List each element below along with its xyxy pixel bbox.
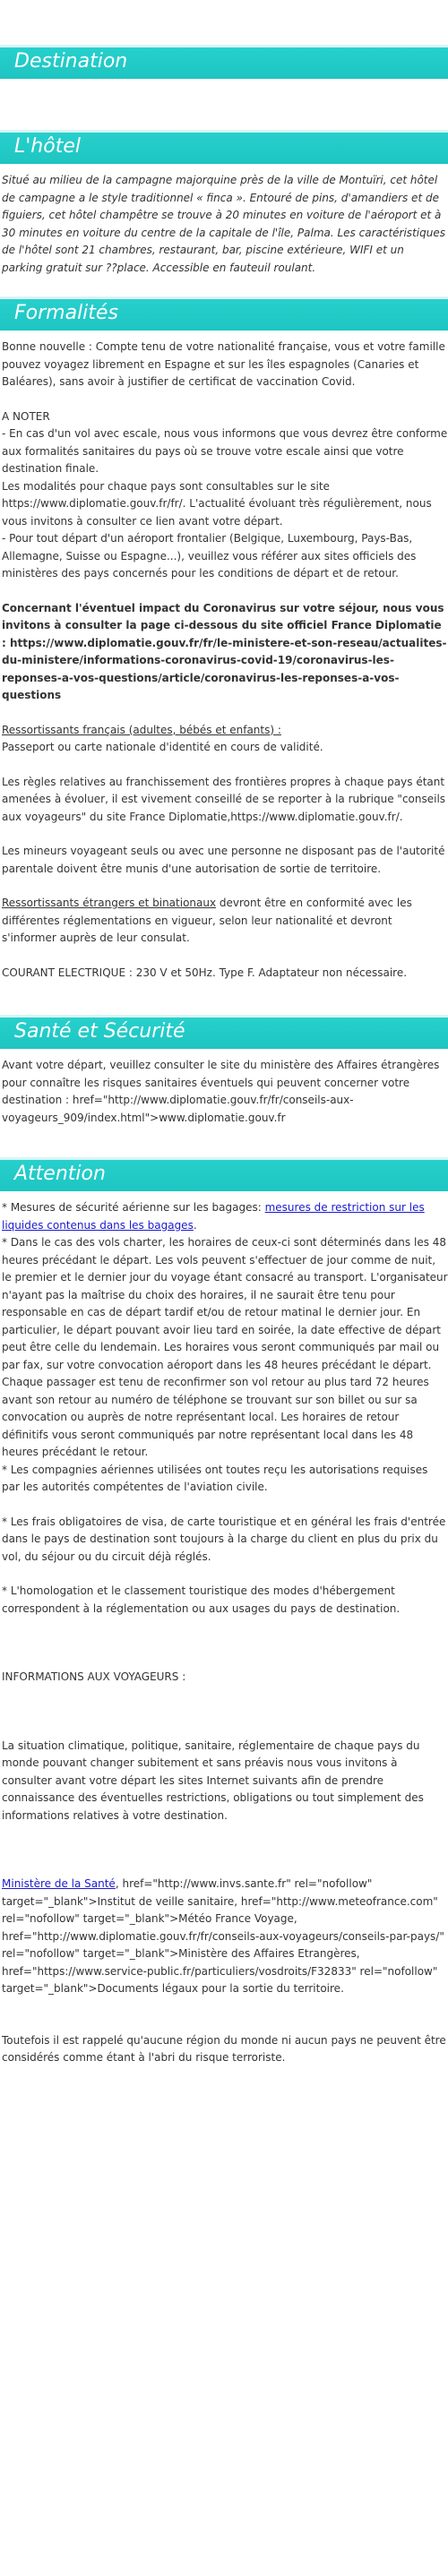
informations-voyageurs-title: INFORMATIONS AUX VOYAGEURS : xyxy=(2,1670,186,1683)
section-header-attention xyxy=(0,1157,448,1191)
section-header-sante xyxy=(0,1015,448,1049)
section-title-formalites: Formalités xyxy=(14,302,118,324)
ressortissants-etrangers-title: Ressortissants étrangers et binationaux xyxy=(2,897,217,909)
section-title-attention: Attention xyxy=(14,1163,106,1185)
a-noter-frontalier: - Pour tout départ d'un aéroport frontalier (Belgique, Luxembourg, Pays-Bas, Allemagne, Suisse ou Espagne...), veuillez vous référer aux sites officiels des ministères des pays concernés pour les conditions de départ et de retour. xyxy=(2,532,417,580)
section-header-hotel xyxy=(0,130,448,164)
formalites-intro: Bonne nouvelle : Compte tenu de votre nationalité française, vous et votre famille pouvez voyagez librement en Espagne et sur les îles espagnoles (Canaries et Baléares), sans avoir à justifier de certificat de vaccination Covid. xyxy=(2,340,445,388)
courant-electrique: COURANT ELECTRIQUE : 230 V et 50Hz. Type F. Adaptateur non nécessaire. xyxy=(2,966,408,979)
risque-terroriste-text: Toutefois il est rappelé qu'aucune région du monde ni aucun pays ne peuvent être considérés comme étant à l'abri du risque terroriste. xyxy=(2,2033,446,2064)
vols-charter-text: * Dans le cas des vols charter, les horaires de ceux-ci sont déterminés dans les 48 heures précédant le départ. Les vols peuvent s'effectuer de jour comme de nuit, le premier et le dernier jour du voyage étant consacré au transport. L'organisateur n'ayant pas la maîtrise du choix des horaires, il ne saurait être tenu pour responsable en cas de départ tardif et/ou de retour matinal le dernier jour. En particulier, le départ pouvant avoir lieu tard en soirée, la date effective de départ peut être celle du lendemain. Les horaires vous seront communiqués par mail ou par fax, sur votre convocation aéroport dans les 48 heures précédant le départ. Chaque passager est tenu de reconfirmer son vol retour au plus tard 72 heures avant son retour au numéro de téléphone se trouvant sur son billet ou sur sa convocation ou auprès de notre représentant local. Les horaires de retour définitifs vous seront communiqués par notre représentant local dans les 48 heures précédant le retour. xyxy=(2,1236,448,1458)
section-title-sante: Santé et Sécurité xyxy=(14,1020,185,1043)
securite-prefix: * Mesures de sécurité aérienne sur les bagages: xyxy=(2,1201,265,1214)
mineurs-text: Les mineurs voyageant seuls ou avec une personne ne disposant pas de l'autorité parentale doivent être munis d'une autorisation de sortie de territoire. xyxy=(2,845,445,875)
ministere-sante-link[interactable]: Ministère de la Santé xyxy=(2,1877,116,1890)
formalites-body xyxy=(0,331,448,982)
securite-bagages xyxy=(2,1199,448,1234)
a-noter-title: A NOTER xyxy=(2,409,50,423)
frais-text: * Les frais obligatoires de visa, de carte touristique et en général les frais d'entrée dans le pays de destination sont toujours à la charge du client en plus du prix du vol, du séjour ou du circuit déjà réglés. xyxy=(2,1515,446,1563)
sante-text: Avant votre départ, veuillez consulter le site du ministère des Affaires étrangères pour connaître les risques sanitaires éventuels qui peuvent concerner votre destination : href="http://www.diplomatie.gouv.fr/fr/conseils-aux-voyageurs_909/index.html">www.diplomatie.gouv.fr xyxy=(2,1059,440,1124)
ressortissants-etrangers xyxy=(2,895,448,948)
section-title-destination: Destination xyxy=(14,50,128,73)
section-title-hotel: L'hôtel xyxy=(14,135,81,158)
coronavirus-notice: Concernant l'éventuel impact du Coronavirus sur votre séjour, nous vous invitons à consulter la page ci-dessous du site officiel France Diplomatie : https://www.diplomatie.gouv.fr/fr/le-ministere-et-son-reseau/actualites-du-ministere/informations-coronavirus-covid-19/coronavirus-les-reponses-a-vos-questions/article/coronavirus-les-reponses-a-vos-questions xyxy=(2,601,447,701)
attention-body xyxy=(0,1191,448,2067)
situation-text: La situation climatique, politique, sanitaire, réglementaire de chaque pays du monde pouvant changer subitement et sans préavis nous vous invitons à consulter avant votre départ les sites Internet suivants afin de prendre connaissance des éventuelles restrictions, obligations ou tout simplement des informations relatives à votre destination. xyxy=(2,1739,424,1822)
section-header-formalites xyxy=(0,296,448,331)
a-noter-modalites: Les modalités pour chaque pays sont consultables sur le site https://www.diplomatie.gouv.fr/fr/. L'actualité évoluant très régulièrement, nous vous invitons à consulter ce lien avant votre départ. xyxy=(2,479,432,528)
section-header-destination xyxy=(0,45,448,79)
a-noter-escale: - En cas d'un vol avec escale, nous vous informons que vous devrez être conforme aux formalités sanitaires du pays où se trouve votre escale ainsi que votre destination finale. xyxy=(2,427,448,475)
compagnies-text: * Les compagnies aériennes utilisées ont toutes reçu les autorisations requises par les autorités compétentes de l'aviation civile. xyxy=(2,1463,428,1493)
hotel-body xyxy=(0,164,448,277)
frontieres-text: Les règles relatives au franchissement des frontières propres à chaque pays étant amenées à évoluer, il est vivement conseillé de se reporter à la rubrique "conseils aux voyageurs" du site France Diplomatie,https://www.diplomatie.gouv.fr/. xyxy=(2,775,446,823)
restriction-liquides-link[interactable]: mesures de restriction sur les liquides contenus dans les bagages xyxy=(2,1201,425,1232)
ressortissants-etrangers-text: devront être en conformité avec les différentes réglementations en vigueur, selon leur nationalité et devront s'informer auprès de leur consulat. xyxy=(2,897,412,944)
ressortissants-francais-text: Passeport ou carte nationale d'identité en cours de validité. xyxy=(2,741,323,753)
hotel-description: Situé au milieu de la campagne majorquine près de la ville de Montuïri, cet hôtel de campagne a le style traditionnel « finca ». Entouré de pins, d'amandiers et de figuiers, cet hôtel champêtre se trouve à 20 minutes en voiture de l'aéroport et à 30 minutes en voiture du centre de la capitale de l'île, Palma. Les caractéristiques de l'hôtel sont 21 chambres, restaurant, bar, piscine extérieure, WIFI et un parking gratuit sur ??place. Accessible en fauteuil roulant. xyxy=(2,174,445,274)
securite-suffix: . xyxy=(193,1218,197,1232)
sante-body xyxy=(0,1049,448,1127)
sites-links xyxy=(2,1876,448,1998)
homologation-text: * L'homologation et le classement touristique des modes d'hébergement correspondent à la réglementation ou aux usages du pays de destination. xyxy=(2,1584,401,1615)
sites-links-text: , href="http://www.invs.sante.fr" rel="nofollow" target="_blank">Institut de veille sanitaire, href="http://www.meteofrance.com" rel="nofollow" target="_blank">Météo France Voyage, href="http://www.diplomatie.gouv.fr/fr/conseils-aux-voyageurs/conseils-par-pays/" rel="nofollow" target="_blank">Ministère des Affaires Etrangères, href="https://www.service-public.fr/particuliers/vosdroits/F32833" rel="nofollow" target="_blank">Documents légaux pour la sortie du territoire. xyxy=(2,1877,444,1995)
ressortissants-francais-title: Ressortissants français (adultes, bébés et enfants) : xyxy=(2,723,281,736)
